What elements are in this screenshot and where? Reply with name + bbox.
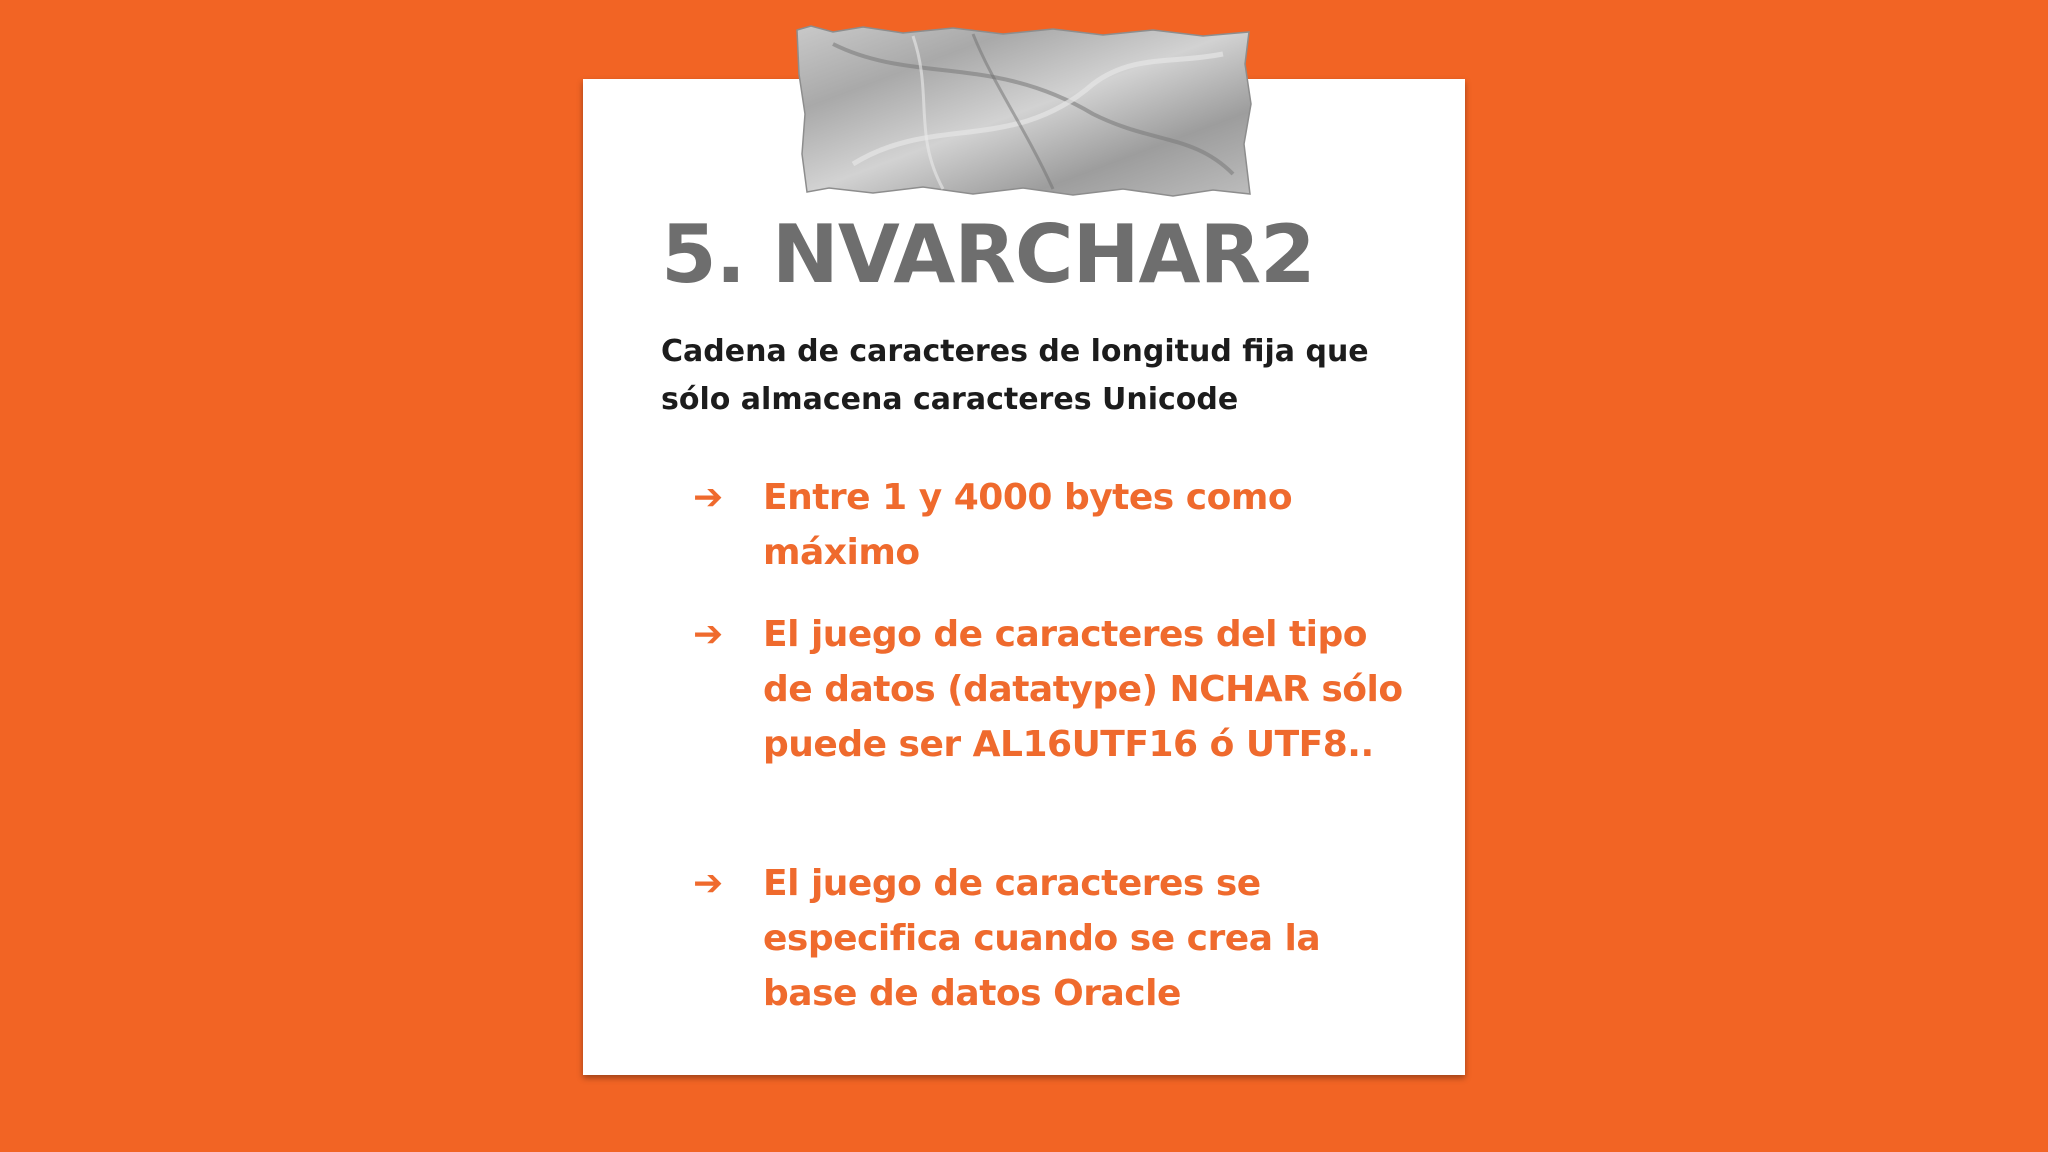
slide-title: 5. NVARCHAR2 xyxy=(661,208,1315,301)
arrow-right-icon: ➔ xyxy=(693,614,724,655)
bullet-text: El juego de caracteres se especifica cuando se crea la base de datos Oracle xyxy=(763,863,1321,1014)
duct-tape-icon xyxy=(793,24,1253,200)
bullet-text: El juego de caracteres del tipo de datos (datatype) NCHAR sólo puede ser AL16UTF16 ó UTF8.. xyxy=(763,614,1403,765)
arrow-right-icon: ➔ xyxy=(693,477,724,518)
slide-description: Cadena de caracteres de longitud fija que sólo almacena caracteres Unicode xyxy=(661,334,1369,417)
bullet-text: Entre 1 y 4000 bytes como máximo xyxy=(763,477,1293,573)
arrow-right-icon: ➔ xyxy=(693,863,724,904)
